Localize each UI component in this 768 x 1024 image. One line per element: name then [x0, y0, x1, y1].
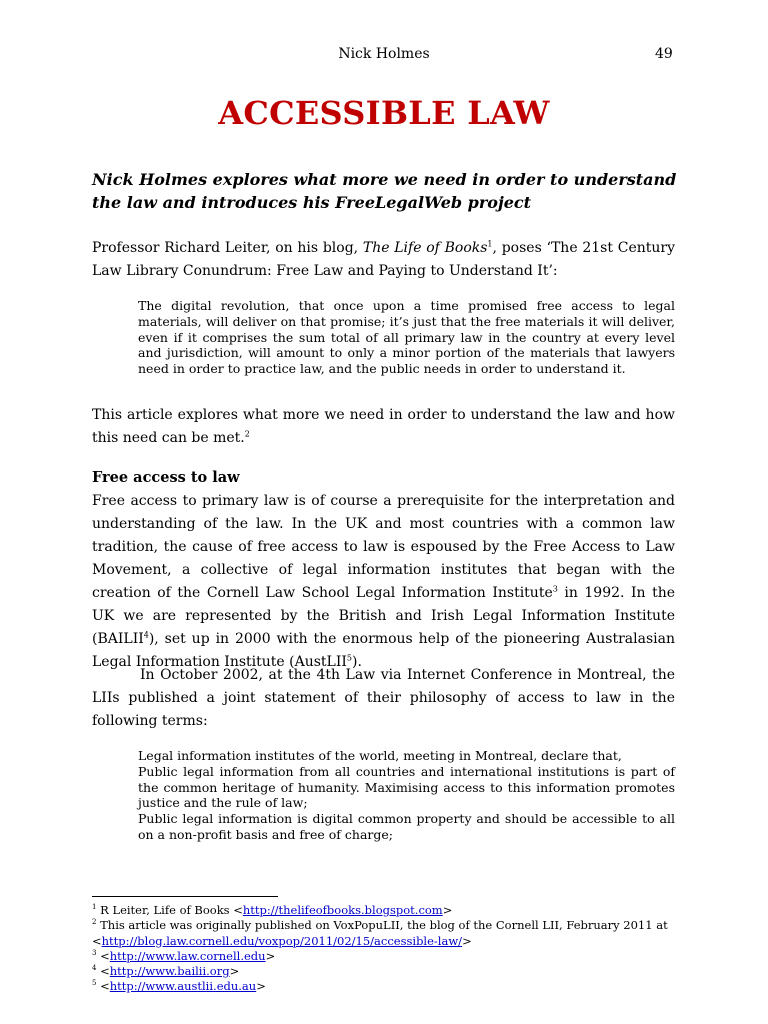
standfirst-text: explores what more we need in order to understand the law and introduces his FreeLegalWeb project [92, 170, 677, 212]
footnote-3-end: > [265, 948, 276, 963]
footnote-ref-3[interactable]: 3 [552, 584, 558, 594]
footnote-2 [92, 918, 682, 933]
standfirst-author: Nick Holmes [92, 170, 208, 189]
footnote-3-number: 3 [92, 949, 97, 958]
footnote-2-number: 2 [92, 918, 97, 927]
blog-title: The Life of Books [362, 240, 488, 256]
paragraph-3-text-4: ). [351, 654, 362, 670]
declaration-line-1: Legal information institutes of the world, meeting in Montreal, declare that, [138, 748, 622, 763]
footnote-4 [92, 964, 682, 979]
footnote-5-pre: < [96, 979, 110, 994]
footnote-4-end: > [229, 964, 240, 979]
footnote-2-text: This article was originally published on VoxPopuLII, the blog of the Cornell LII, February 2011 at [96, 918, 668, 933]
paragraph-3-text-3: ), set up in 2000 with the enormous help of the pioneering Australasian Legal Information Institute (AustLII [92, 631, 675, 670]
footnote-2-continued [92, 934, 682, 949]
footnote-3 [92, 949, 682, 964]
footnote-1 [92, 903, 682, 918]
paragraph-2-text: This article explores what more we need in order to understand the law and how this need can be met. [92, 407, 675, 446]
footnote-2-pre: < [92, 933, 102, 948]
footnote-4-link[interactable]: http://www.bailii.org [109, 964, 230, 979]
intro-text-end: , poses ‘The 21st Century Law Library Conundrum: Free Law and Paying to Understand It’: [92, 240, 675, 279]
declaration-quote [138, 748, 675, 843]
footnote-5-link[interactable]: http://www.austlii.edu.au [109, 979, 257, 994]
section-heading: Free access to law [92, 469, 240, 486]
footnote-4-number: 4 [92, 964, 97, 973]
footnote-2-end: > [462, 933, 472, 948]
paragraph-3 [92, 490, 675, 674]
footnote-5-number: 5 [92, 979, 97, 988]
footnote-divider [92, 896, 278, 897]
footnotes [92, 903, 682, 995]
footnote-2-link[interactable]: http://blog.law.cornell.edu/voxpop/2011/02/15/accessible-law/ [101, 933, 463, 948]
footnote-1-link[interactable]: http://thelifeofbooks.blogspot.com [242, 903, 443, 917]
running-header-author: Nick Holmes [338, 46, 430, 62]
footnote-3-link[interactable]: http://www.law.cornell.edu [109, 948, 266, 963]
footnote-ref-4[interactable]: 4 [143, 630, 149, 640]
footnote-4-pre: < [96, 964, 110, 979]
paragraph-3-text-2: in 1992. In the UK we are represented by the British and Irish Legal Information Institute (BAILII [92, 585, 675, 647]
footnote-1-end: > [442, 903, 453, 917]
declaration-line-2: Public legal information from all countries and international institutions is part of the common heritage of humanity. Maximising access to this information promotes justice and the rule of law; [138, 763, 675, 811]
footnote-ref-1[interactable]: 1 [487, 239, 493, 249]
standfirst [92, 168, 682, 214]
footnote-1-text: R Leiter, Life of Books < [96, 903, 243, 917]
footnote-5-end: > [256, 979, 266, 994]
footnote-ref-2[interactable]: 2 [244, 429, 250, 439]
paragraph-2 [92, 404, 675, 450]
article-title: ACCESSIBLE LAW [218, 94, 550, 132]
footnote-5 [92, 979, 682, 994]
declaration-line-3: Public legal information is digital common property and should be accessible to all on a non-profit basis and free of charge; [138, 811, 675, 842]
page-number: 49 [655, 46, 673, 62]
footnote-3-pre: < [96, 948, 110, 963]
intro-paragraph [92, 237, 675, 283]
footnote-1-number: 1 [92, 903, 97, 912]
paragraph-4: In October 2002, at the 4th Law via Internet Conference in Montreal, the LIIs published a joint statement of their philosophy of access to law in the following terms: [92, 667, 675, 729]
footnote-ref-5[interactable]: 5 [346, 653, 352, 663]
intro-text: Professor Richard Leiter, on his blog, [92, 240, 363, 256]
paragraph-3-text-1: Free access to primary law is of course a prerequisite for the interpretation and understanding of the law. In the UK and most countries with a common law tradition, the cause of free access to law is espoused by the Free Access to Law Movement, a collective of legal information institutes that began with the creation of the Cornell Law School Legal Information Institute [92, 493, 675, 601]
block-quote: The digital revolution, that once upon a time promised free access to legal materials, will deliver on that promise; it’s just that the free materials it will deliver, even if it comprises the sum total of all primary law in the country at every level and jurisdiction, will amount to only a minor portion of the materials that lawyers need in order to practice law, and the public needs in order to understand it. [138, 298, 675, 377]
